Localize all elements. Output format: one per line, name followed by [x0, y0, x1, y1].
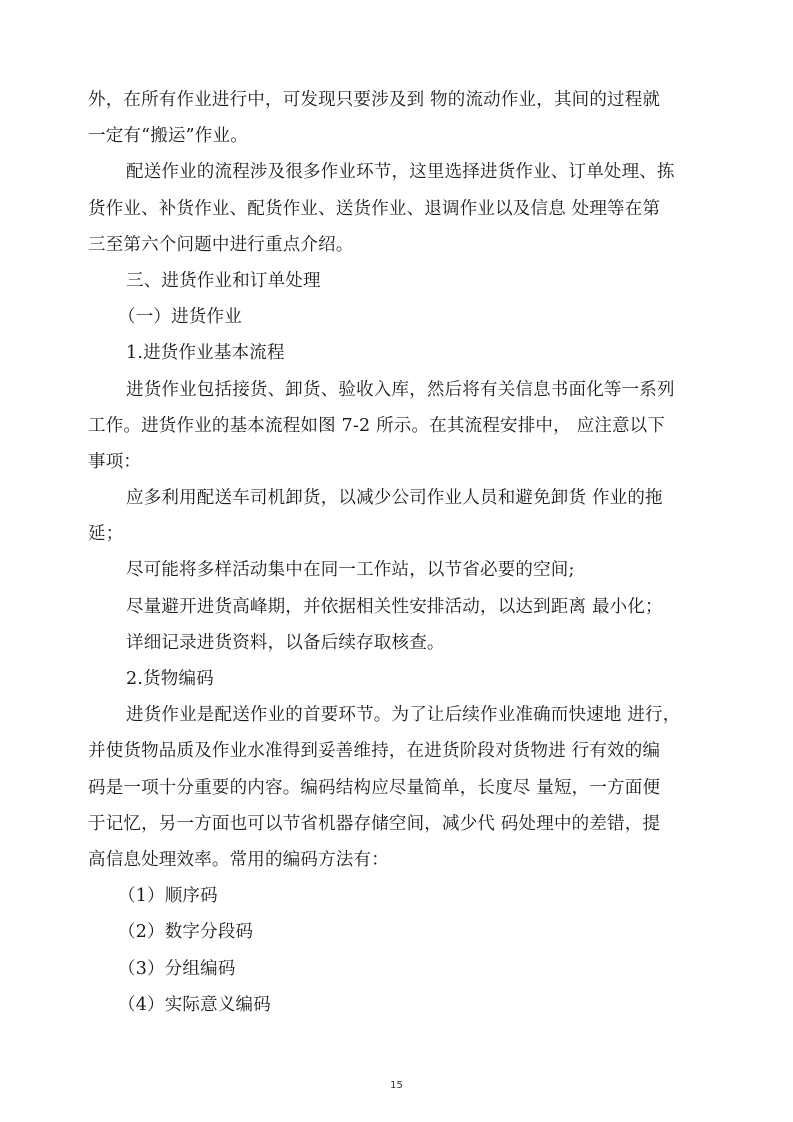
text-line: 高信息处理效率。常用的编码方法有：	[88, 849, 389, 870]
text-line: 延；	[88, 524, 124, 545]
text-line: 货作业、补货作业、配货作业、送货作业、退调作业以及信息 处理等在第	[88, 198, 661, 219]
text-line: 尽量避开进货高峰期，并依据相关性安排活动，以达到距离 最小化；	[126, 596, 663, 617]
page-number: 15	[390, 1080, 403, 1091]
list-item: （2）数字分段码	[118, 922, 254, 943]
text-line: 详细记录进货资料，以备后续存取核查。	[126, 632, 445, 653]
text-line: 于记忆，另一方面也可以节省机器存储空间，减少代 码处理中的差错，提	[88, 813, 661, 834]
text-line: 进货作业包括接货、卸货、验收入库，然后将有关信息书面化等一系列	[126, 379, 675, 400]
section-heading: 三、进货作业和订单处理	[126, 270, 321, 291]
text-line: 配送作业的流程涉及很多作业环节，这里选择进货作业、订单处理、拣	[126, 162, 675, 183]
text-line: 进货作业是配送作业的首要环节。为了让后续作业准确而快速地 进行，	[126, 705, 681, 726]
list-item: （1）顺序码	[118, 886, 218, 907]
subsection-heading: 1.进货作业基本流程	[126, 343, 285, 364]
text-line: 三至第六个问题中进行重点介绍。	[88, 234, 354, 255]
text-line: 尽可能将多样活动集中在同一工作站，以节省必要的空间;	[126, 560, 575, 581]
text-line: 并使货物品质及作业水准得到妥善维持，在进货阶段对货物进 行有效的编	[88, 741, 661, 762]
text-line: 码是一项十分重要的内容。编码结构应尽量简单，长度尽 量短，一方面便	[88, 777, 661, 798]
text-line: 工作。进货作业的基本流程如图 7-2 所示。在其流程安排中， 应注意以下	[88, 415, 666, 436]
list-item: （4）实际意义编码	[118, 994, 271, 1015]
body-text	[88, 82, 708, 1023]
list-item: （3）分组编码	[118, 958, 236, 979]
subsection-heading: 2.货物编码	[126, 669, 214, 689]
text-line: 一定有“搬运”作业。	[88, 126, 248, 147]
text-line: 外，在所有作业进行中，可发现只要涉及到 物的流动作业，其间的过程就	[88, 90, 661, 110]
text-line: 应多利用配送车司机卸货，以减少公司作业人员和避免卸货 作业的拖	[126, 488, 663, 509]
text-line: 事项：	[88, 451, 142, 472]
subsection-heading: （一）进货作业	[118, 307, 242, 328]
